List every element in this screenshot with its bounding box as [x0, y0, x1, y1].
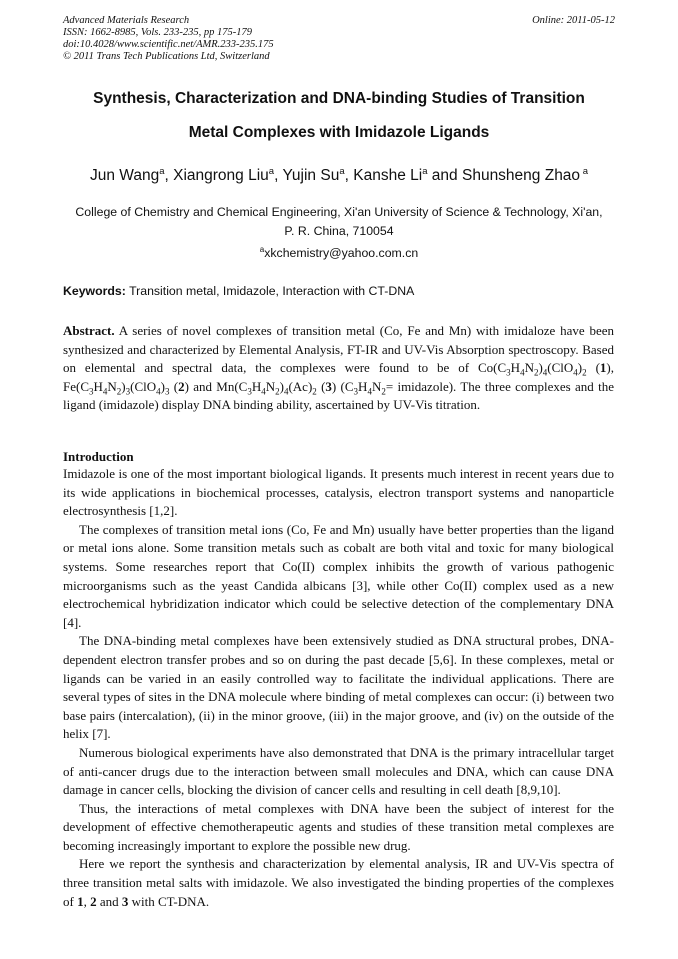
author-email	[40, 245, 638, 260]
keywords-text: Transition metal, Imidazole, Interaction with CT-DNA	[129, 284, 415, 298]
author-separator: ,	[164, 167, 174, 185]
complex-number: 1	[77, 893, 84, 909]
author-name: Yujin Su	[282, 167, 340, 185]
keywords-label: Keywords:	[63, 284, 126, 298]
author-affiliation-mark: a	[580, 166, 588, 177]
section-heading-introduction: Introduction	[63, 449, 134, 464]
comma: ,	[83, 893, 87, 909]
author-affiliation-mark: a	[159, 166, 165, 177]
email-affiliation-mark: a	[259, 245, 265, 254]
journal-doi: doi:10.4028/www.scientific.net/AMR.233-235.175	[63, 39, 274, 50]
journal-issn: ISSN: 1662-8985, Vols. 233-235, pp 175-179	[63, 27, 252, 38]
complex-number: 2	[178, 378, 185, 394]
paragraph: The complexes of transition metal ions (Co, Fe and Mn) usually have better properties than the ligand or metal ions alone. Some transition metals such as cobalt are both vital and toxic for many biological systems. Some researches report that Co(II) complex inhibits the growth of various pathogenic microorganisms such as the yeast Candida albicans [3], while other Co(II) complex used as a new electrochemical hybridization indicator which could be selective detection of the complementary DNA [4].	[63, 521, 614, 630]
complex-number: 3	[325, 378, 332, 394]
abstract-text: A series of novel complexes of transition metal (Co, Fe and Mn) with imidaloze have been synthesized and characterized by Elemental Analysis, FT-IR and UV-Vis Absorption spectroscopy. Based on elemental and spectral data, the complexes were found to be of	[63, 323, 614, 376]
author-affiliation-mark: a	[422, 166, 428, 177]
author-affiliation-mark: a	[339, 166, 345, 177]
paper-title-line-1: Synthesis, Characterization and DNA-binding Studies of Transition	[93, 90, 585, 107]
complex-formula: $Mn(C_3H_4N_2)_4(Ac)_2$	[216, 378, 317, 397]
journal-header	[63, 15, 274, 63]
author-separator: ,	[274, 167, 283, 185]
author-separator: and	[427, 167, 462, 185]
abstract-label: Abstract.	[63, 323, 115, 338]
paper-title-line-2: Metal Complexes with Imidazole Ligands	[188, 124, 490, 141]
paragraph: Numerous biological experiments have also demonstrated that DNA is the primary intracellular target of anti-cancer drugs due to the interaction between small molecules and DNA, which can cause DNA damage in cancer cells, blocking the division of cancer cells and resulting in cell death [8,9,10].	[63, 744, 614, 798]
author-name: Kanshe Li	[353, 167, 423, 185]
complex-number: 2	[90, 893, 97, 909]
abstract: Abstract. A series of novel complexes of transition metal (Co, Fe and Mn) with imidaloze have been synthesized and characterized by Elemental Analysis, FT-IR and UV-Vis Absorption spectroscopy. Based on elemental and spectral data, the complexes were found to be of $Co(C_3H_4N_2)_4(ClO_4)_2$ (1), $Fe(C_3H_4N_2)_3(ClO_4)_3$ (2) and $Mn(C_3H_4N_2)_4(Ac)_2$ (3) ($C_3H_4N_2=$ imidazole). The three complexes and the ligand (imidazole) display DNA binding ability, ascertained by UV-Vis titration.	[63, 323, 614, 413]
paragraph	[63, 855, 614, 911]
paragraph: Imidazole is one of the most important biological ligands. It presents much interest in recent years due to its wide applications in biochemical processes, catalysis, electron transport systems and nanoparticle electrosynthesis [1,2].	[63, 466, 614, 519]
author-list	[30, 166, 648, 185]
complex-number: 1	[599, 360, 607, 376]
author-name: Jun Wang	[89, 167, 160, 185]
online-date: Online: 2011-05-12	[532, 15, 615, 26]
affiliation-line-2: P. R. China, 710054	[284, 224, 394, 238]
paragraph-text: Here we report the synthesis and characterization by elemental analysis, IR and UV-Vis spectra of three transition metal salts with imidazole. We also investigated the binding properties of the complexes of	[63, 856, 614, 909]
ligand-note: $C_3H_4N_2=$ imidazole	[344, 378, 449, 397]
complex-formula: $Co(C_3H_4N_2)_4(ClO_4)_2$	[478, 360, 587, 378]
author-affiliation-mark: a	[268, 166, 275, 177]
complex-number: 3	[121, 893, 129, 909]
conjunction: and	[99, 893, 119, 909]
author-name: Shunsheng Zhao	[461, 167, 581, 185]
abstract-text: The three complexes and the ligand (imidazole) display DNA binding ability, ascertained by UV-Vis titration.	[63, 378, 614, 413]
journal-copyright: © 2011 Trans Tech Publications Ltd, Switzerland	[63, 51, 270, 62]
complex-formula: $Fe(C_3H_4N_2)_3(ClO_4)_3$	[63, 378, 170, 397]
paragraph: The DNA-binding metal complexes have been extensively studied as DNA structural probes, DNA-dependent electron transfer probes and so on during the past decade [5,6]. In these complexes, metal or ligands can be varied in an easily controlled way to facilitate the individual applications. There are several types of sites in the DNA molecule where binding of metal complexes can occur: (i) between two base pairs (intercalation), (ii) in the minor groove, (iii) in the major groove, and (iv) on the outside of the helix [7].	[63, 633, 614, 742]
keywords	[63, 284, 414, 298]
email-address: xkchemistry@yahoo.com.cn	[264, 246, 419, 261]
affiliation-line-1: College of Chemistry and Chemical Engineering, Xi'an University of Science & Technology, Xi'an,	[75, 205, 603, 219]
journal-name: Advanced Materials Research	[63, 15, 190, 26]
author-separator: ,	[344, 167, 354, 185]
author-name: Xiangrong Liu	[173, 167, 269, 185]
introduction-body	[63, 465, 614, 911]
paragraph-text: with CT-DNA.	[131, 893, 210, 909]
paragraph: Thus, the interactions of metal complexes with DNA have been the subject of interest for the development of effective chemotherapeutic agents and studies of these transition metal complexes are becoming increasingly important to explore the possible new drug.	[63, 800, 614, 853]
